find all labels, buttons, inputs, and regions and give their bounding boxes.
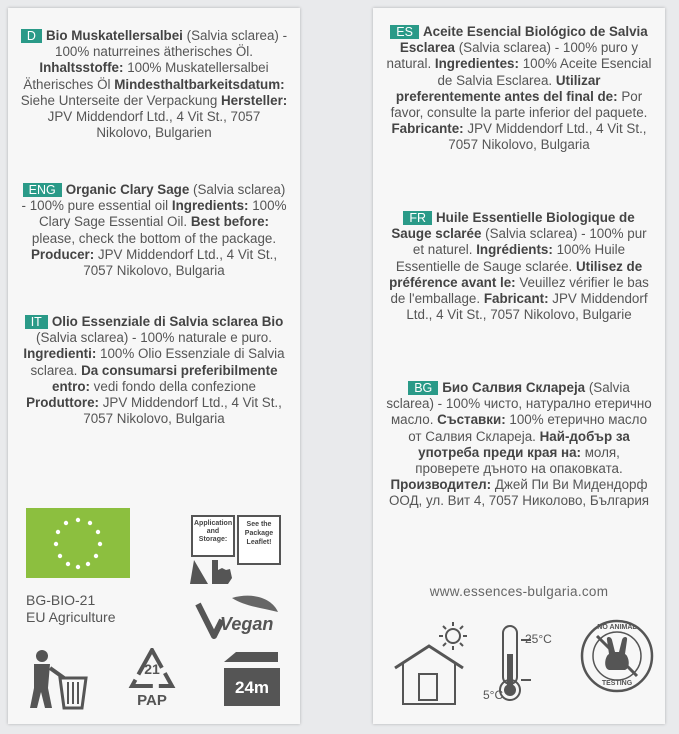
spanish-section xyxy=(385,24,653,154)
lang-tag-en: ENG xyxy=(23,183,62,197)
fr-ingredients-label: Ingrédients: xyxy=(476,242,553,258)
pap-label: PAP xyxy=(137,692,167,709)
pap-recycling-icon xyxy=(122,648,182,710)
es-best-before-label: Utilizar preferentemente antes del final de: xyxy=(395,72,618,104)
en-text-4: JPV Middendorf Ltd., 4 Vit St., 7057 Nikolovo, Bulgaria xyxy=(83,246,278,279)
it-producer-label: Produttore: xyxy=(26,395,100,411)
en-producer-label: Producer: xyxy=(30,246,95,262)
bg-ingredients-label: Съставки: xyxy=(437,412,506,428)
de-text-1: (Salvia sclarea) - 100% naturreines ätherisches Öl. xyxy=(55,28,288,60)
testing-text: TESTING xyxy=(601,680,633,687)
es-ingredients-label: Ingredientes: xyxy=(434,56,519,72)
de-text-4: JPV Middendorf Ltd., 4 Vit St., 7057 Nikolovo, Bulgarien xyxy=(47,109,261,141)
website-url: www.essences-bulgaria.com xyxy=(429,584,609,599)
fr-producer-label: Fabricant: xyxy=(483,291,549,307)
lang-tag-it: IT xyxy=(25,315,48,329)
no-animal-testing-icon xyxy=(579,618,655,694)
tidyman-disposal-icon xyxy=(28,648,88,710)
it-text-1: (Salvia sclarea) - 100% naturale e puro. xyxy=(36,330,272,346)
vegan-icon xyxy=(192,592,288,644)
italian-section xyxy=(20,314,288,427)
it-best-before-label: Da consumarsi preferibilmente entro: xyxy=(52,362,278,394)
de-producer-label: Hersteller: xyxy=(221,92,288,108)
en-text-3: please, check the bottom of the package. xyxy=(31,230,277,246)
fr-text-2: 100% Huile Essentielle de Sauge sclarée. xyxy=(395,242,626,274)
right-label-panel xyxy=(373,8,665,724)
fr-text-4: JPV Middendorf Ltd., 4 Vit St., 7057 Nikolovo, Bulgarie xyxy=(406,291,648,323)
left-label-panel xyxy=(8,8,300,724)
english-section xyxy=(20,182,288,279)
lang-tag-bg: BG xyxy=(408,381,438,395)
lang-tag-de: D xyxy=(21,29,42,43)
temp-low-label: 5°C xyxy=(483,688,504,702)
german-section xyxy=(20,28,288,141)
en-text-1: (Salvia sclarea) - 100% pure essential oil xyxy=(21,182,286,214)
eu-organic-leaf-icon xyxy=(26,508,130,578)
it-ingredients-label: Ingredienti: xyxy=(23,346,97,362)
eu-code-label: BG-BIO-21 xyxy=(26,592,96,608)
bg-title: Био Салвия Склареја xyxy=(442,380,586,395)
bg-text-4: Джей Пи Ви Мидендорф ООД, ул. Вит 4, 7057 Николово, България xyxy=(388,477,650,509)
application-storage-text: Application and Storage: xyxy=(194,520,233,543)
fr-text-3: Veuillez vérifier le bas de l'emballage. xyxy=(390,274,649,307)
bg-text-1: (Salvia sclarea) - 100% чисто, натурално етерично масло. xyxy=(386,380,652,428)
en-text-2: 100% Clary Sage Essential Oil. xyxy=(39,198,287,230)
it-text-4: JPV Middendorf Ltd., 4 Vit St., 7057 Nikolovo, Bulgaria xyxy=(83,395,282,427)
es-title: Aceite Esencial Biológico de Salvia Esclarea xyxy=(399,24,648,56)
store-in-shade-icon xyxy=(391,620,471,706)
es-text-2: 100% Aceite Esencial de Salvia Esclarea. xyxy=(437,56,652,88)
it-text-2: 100% Olio Essenziale di Salvia sclarea. xyxy=(30,346,285,378)
bg-producer-label: Производител: xyxy=(390,477,492,493)
de-title: Bio Muskatellersalbei xyxy=(45,28,183,43)
en-title: Organic Clary Sage xyxy=(65,182,190,197)
bg-best-before-label: Най-добър за употреба преди края на: xyxy=(418,428,630,460)
lang-tag-fr: FR xyxy=(403,211,432,225)
de-text-2: 100% Muskatellersalbei Ätherisches Öl xyxy=(23,60,269,92)
pap-number: 21 xyxy=(144,661,160,677)
fr-best-before-label: Utilisez de préférence avant le: xyxy=(389,258,643,290)
fr-text-1: (Salvia sclarea) - 100% pur et naturel. xyxy=(412,226,647,258)
de-text-3: Siehe Unterseite der Verpackung xyxy=(20,92,221,108)
package-leaflet-icon xyxy=(188,514,284,586)
de-ingredients-label: Inhaltsstoffe: xyxy=(39,60,124,76)
bulgarian-section xyxy=(385,380,653,510)
en-best-before-label: Best before: xyxy=(190,214,269,230)
it-text-3: vedi fondo della confezione xyxy=(89,378,256,394)
es-text-3: Por favor, consulte la parte inferior del paquete. xyxy=(390,88,648,121)
temp-high-label: 25°C xyxy=(525,632,552,646)
lang-tag-es: ES xyxy=(390,25,419,39)
bg-text-2: 100% етерично масло от Салвия Склареја. xyxy=(408,412,648,444)
it-title: Olio Essenziale di Salvia sclarea Bio xyxy=(51,314,284,329)
eu-agriculture-label: EU Agriculture xyxy=(26,609,116,625)
fr-title: Huile Essentielle Biologique de Sauge sclarée xyxy=(391,210,635,242)
french-section xyxy=(385,210,653,323)
thermometer-icon xyxy=(483,620,571,706)
en-ingredients-label: Ingredients: xyxy=(171,198,249,214)
es-text-1: (Salvia sclarea) - 100% puro y natural. xyxy=(386,40,639,72)
period-after-opening-icon xyxy=(218,650,284,708)
bg-text-3: моля, проверете дъното на опаковката. xyxy=(415,444,623,477)
es-producer-label: Fabricante: xyxy=(391,121,464,137)
vegan-label: Vegan xyxy=(220,614,274,634)
de-best-before-label: Mindesthaltbarkeitsdatum: xyxy=(114,76,285,92)
es-text-4: JPV Middendorf Ltd., 4 Vit St., 7057 Nikolovo, Bulgaria xyxy=(448,121,647,153)
see-leaflet-text: See the Package Leaflet! xyxy=(244,521,274,546)
no-animal-text: NO ANIMAL xyxy=(597,624,637,631)
pao-label: 24m xyxy=(234,678,270,697)
